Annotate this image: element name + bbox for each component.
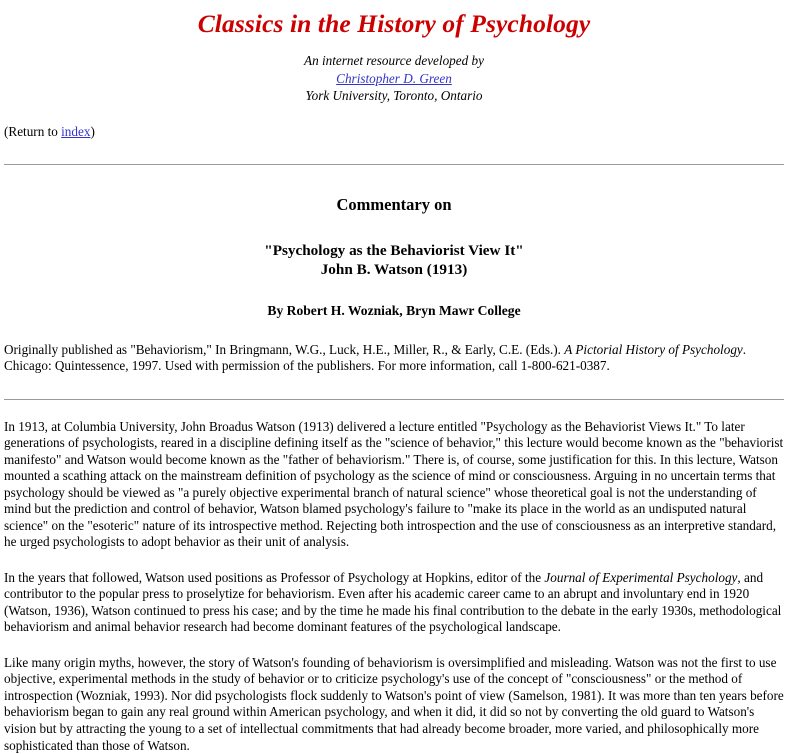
- return-to-index-line: [4, 124, 784, 140]
- work-title: "Psychology as the Behaviorist View It": [264, 241, 524, 259]
- site-subtitle-block: [4, 52, 784, 104]
- subtitle-line-developed-by: An internet resource developed by: [304, 53, 484, 69]
- commentary-byline: By Robert H. Wozniak, Bryn Mawr College: [267, 303, 521, 319]
- commentary-label: Commentary on: [336, 194, 452, 214]
- body-divider: [4, 399, 784, 400]
- publication-info-suffix: . Chicago: Quintessence, 1997. Used with permission of the publishers. For more information, call 1-800-621-0387.: [4, 341, 747, 374]
- page-container: [0, 9, 788, 754]
- work-title-block: [4, 241, 784, 280]
- masthead-divider: [4, 164, 784, 165]
- work-author: John B. Watson (1913): [320, 260, 468, 278]
- index-link[interactable]: index: [61, 124, 91, 140]
- return-suffix-text: ): [90, 124, 95, 140]
- body-paragraph-1: In 1913, at Columbia University, John Broadus Watson (1913) delivered a lecture entitled "Psychology as the Behaviorist Views It." To later generations of psychologists, reared in a discipline defining itself as the "science of behavior," this lecture would become known as the "behaviorist manifesto" and Watson would become known as the "father of behaviorism." There is, of course, some justification for this. In this lecture, Watson mounted a scathing attack on the mainstream definition of psychology as the science of mind or consciousness. Arguing in no uncertain terms that psychology should be viewed as "a purely objective experimental branch of natural science" whose theoretical goal is not the understanding of mind but the prediction and control of behavior, Watson blamed psychology's failure to "make its place in the world as an undisputed natural science" on the "esoteric" nature of its introspective method. Rejecting both introspection and the use of consciousness as an interpretive standard, he urged psychologists to adopt behavior as their unit of analysis.: [4, 418, 784, 550]
- developer-link[interactable]: Christopher D. Green: [336, 70, 452, 86]
- body-paragraph-3: Like many origin myths, however, the story of Watson's founding of behaviorism is oversimplified and misleading. Watson was not the first to use objective, experimental methods in the study of behavior or to criticize psychology's use of the concept of "consciousness" or the method of introspection (Wozniak, 1993). Nor did psychologists flock suddenly to Watson's point of view (Samelson, 1981). It was more than ten years before behaviorism began to gain any real ground within American psychology, and when it did, it did so not by converting the old guard to Watson's vision but by attracting the young to a set of intellectual commitments that had already become broader, more varied, and philosophically more sophisticated than those of Watson.: [4, 654, 784, 753]
- journal-title: Journal of Experimental Psychology: [544, 569, 738, 585]
- subtitle-line-institution: York University, Toronto, Ontario: [305, 87, 483, 103]
- publication-book-title: A Pictorial History of Psychology: [564, 341, 743, 357]
- body-paragraph-2: [4, 570, 784, 636]
- publication-info-prefix: Originally published as "Behaviorism," In Bringmann, W.G., Luck, H.E., Miller, R., & Early, C.E. (Eds.).: [4, 341, 565, 357]
- paragraph-2-prefix: In the years that followed, Watson used positions as Professor of Psychology at Hopkins, editor of the: [4, 569, 545, 585]
- site-title: Classics in the History of Psychology: [197, 9, 591, 38]
- publication-info: [4, 342, 784, 375]
- article-heading-block: [4, 195, 784, 320]
- return-prefix-text: (Return to: [4, 124, 62, 140]
- paragraph-2-suffix: , and contributor to the popular press to proselytize for behaviorism. Even after his academic career came to an abrupt and involuntary end in 1920 (Watson, 1936), Watson continued to press his case; and by the time he made his final contribution to the debate in the early 1930s, methodological behaviorism and animal behavior research had become dominant features of the psychological landscape.: [4, 569, 782, 635]
